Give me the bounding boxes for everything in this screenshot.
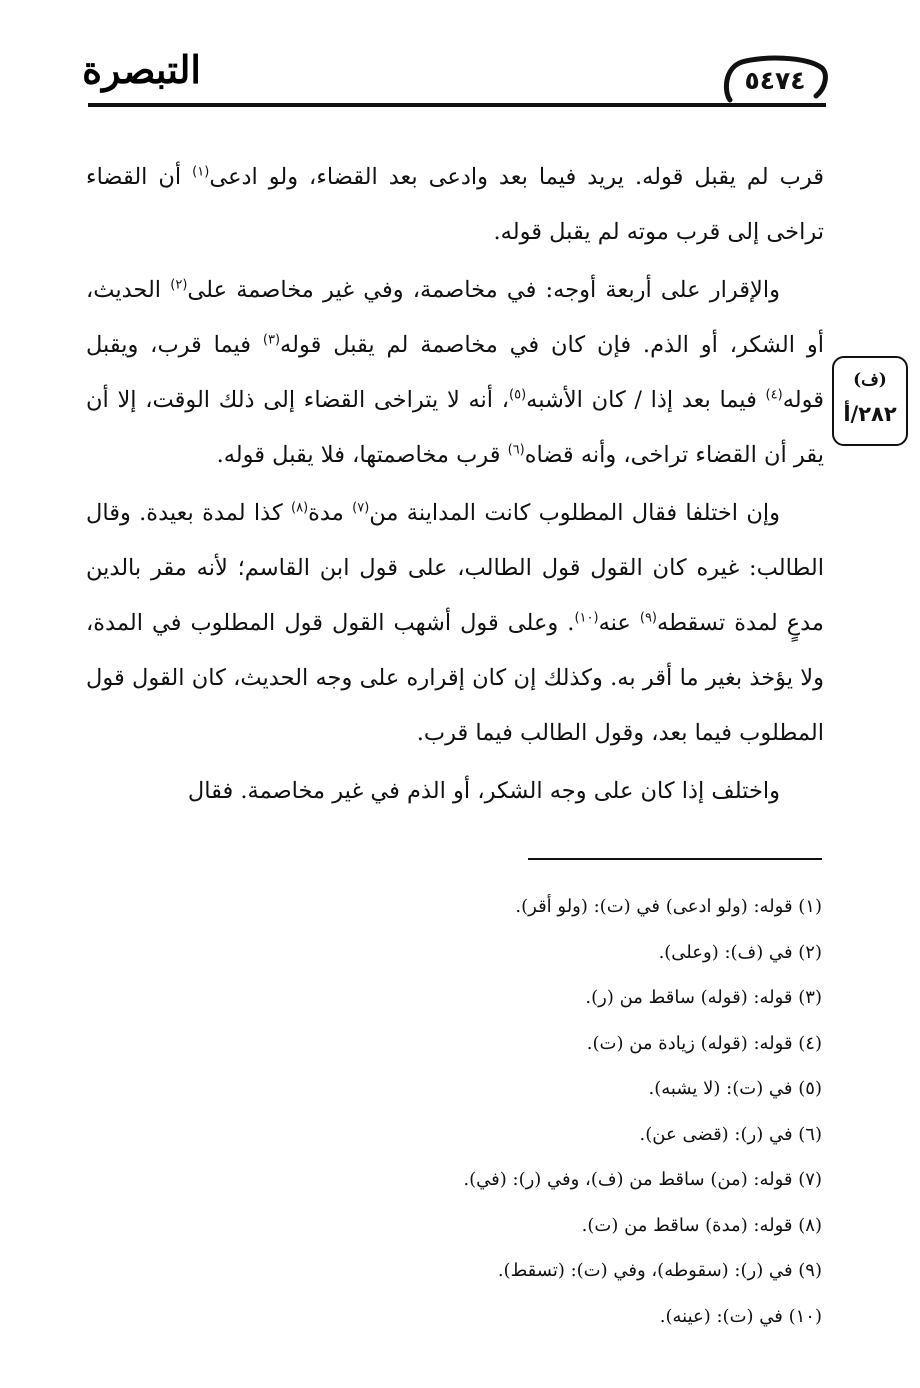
footnote-ref: (٤) [765, 387, 783, 403]
footnote-ref: (٥) [509, 387, 527, 403]
footnote-ref: (١) [192, 164, 210, 180]
footnote-ref: (٨) [291, 500, 309, 516]
footnote-4: (٤) قوله: (قوله) زيادة من (ت). [586, 1032, 822, 1054]
text-run: عنه [598, 610, 640, 636]
text-run: كذا لمدة بعيدة. وقال الطالب: غيره كان القول قول الطالب، على قول ابن القاسم؛ لأنه مقر بالدين مدعٍ لمدة تسقطه [86, 500, 824, 636]
footnote-ref: (١٠) [574, 610, 599, 626]
footnote-3: (٣) قوله: (قوله) ساقط من (ر). [585, 987, 822, 1008]
footnote-separator [528, 858, 822, 860]
paragraph-1 [86, 150, 824, 260]
footnote-6: (٦) في (ر): (قضى عن). [639, 1123, 822, 1145]
main-text [86, 150, 824, 822]
paragraph-4 [86, 764, 824, 819]
margin-note-line-2: ٢٨٢/أ [843, 402, 897, 426]
footnotes [300, 884, 822, 1339]
footnote-8: (٨) قوله: (مدة) ساقط من (ت). [581, 1214, 822, 1236]
text-run: ، أنه لا يتراخى القضاء إلى ذلك الوقت، إلا أن يقر أن القضاء تراخى، وأنه قضاه [86, 387, 824, 468]
text-run: قرب لم يقبل قوله. يريد فيما بعد وادعى بعد القضاء، ولو ادعى [209, 164, 824, 190]
footnote-ref: (٦) [507, 442, 525, 458]
text-run: أن القضاء تراخى إلى قرب موته لم يقبل قوله. [86, 164, 824, 245]
paragraph-2 [86, 263, 824, 483]
text-run: . وعلى قول أشهب القول قول المطلوب في المدة، ولا يؤخذ بغير ما أقر به. وكذلك إن كان إقراره على وجه الحديث، كان القول قول المطلوب فيما بعد، وقول الطالب فيما قرب. [86, 610, 824, 746]
text-run: وإن اختلفا فقال المطلوب كانت المداينة من [369, 500, 781, 526]
footnote-ref: (٧) [352, 500, 370, 516]
text-run: فيما بعد إذا / كان الأشبه [526, 387, 766, 413]
footnote-9: (٩) في (ر): (سقوطه)، وفي (ت): (تسقط). [497, 1260, 822, 1281]
footnote-10: (١٠) في (ت): (عينه). [659, 1305, 822, 1327]
text-run: فيما قرب، ويقبل قوله [86, 332, 824, 413]
margin-note-line-1: (ف) [853, 370, 887, 390]
footnote-7: (٧) قوله: (من) ساقط من (ف)، وفي (ر): (في). [463, 1169, 822, 1190]
page-header [0, 0, 920, 120]
manuscript-margin-note [832, 356, 908, 446]
page-number: ٥٤٧٤ [744, 66, 806, 95]
footnote-ref: (٩) [639, 610, 657, 626]
text-run: واختلف إذا كان على وجه الشكر، أو الذم في غير مخاصمة. فقال [187, 778, 780, 804]
book-title: التبصرة [82, 47, 201, 92]
text-run: الحديث، أو الشكر، أو الذم. فإن كان في مخاصمة لم يقبل قوله [86, 277, 824, 358]
header-rule [88, 103, 826, 107]
text-run: قرب مخاصمتها، فلا يقبل قوله. [216, 442, 508, 468]
text-run: مدة [308, 500, 353, 526]
footnote-ref: (٢) [170, 277, 188, 293]
footnote-5: (٥) في (ت): (لا يشبه). [648, 1078, 822, 1099]
footnote-ref: (٣) [262, 332, 281, 348]
text-run: والإقرار على أربعة أوجه: في مخاصمة، وفي غير مخاصمة على [187, 277, 780, 303]
footnote-1: (١) قوله: (ولو ادعى) في (ت): (ولو أقر). [515, 896, 822, 917]
footnote-2: (٢) في (ف): (وعلى). [658, 941, 822, 963]
paragraph-3 [86, 486, 824, 761]
